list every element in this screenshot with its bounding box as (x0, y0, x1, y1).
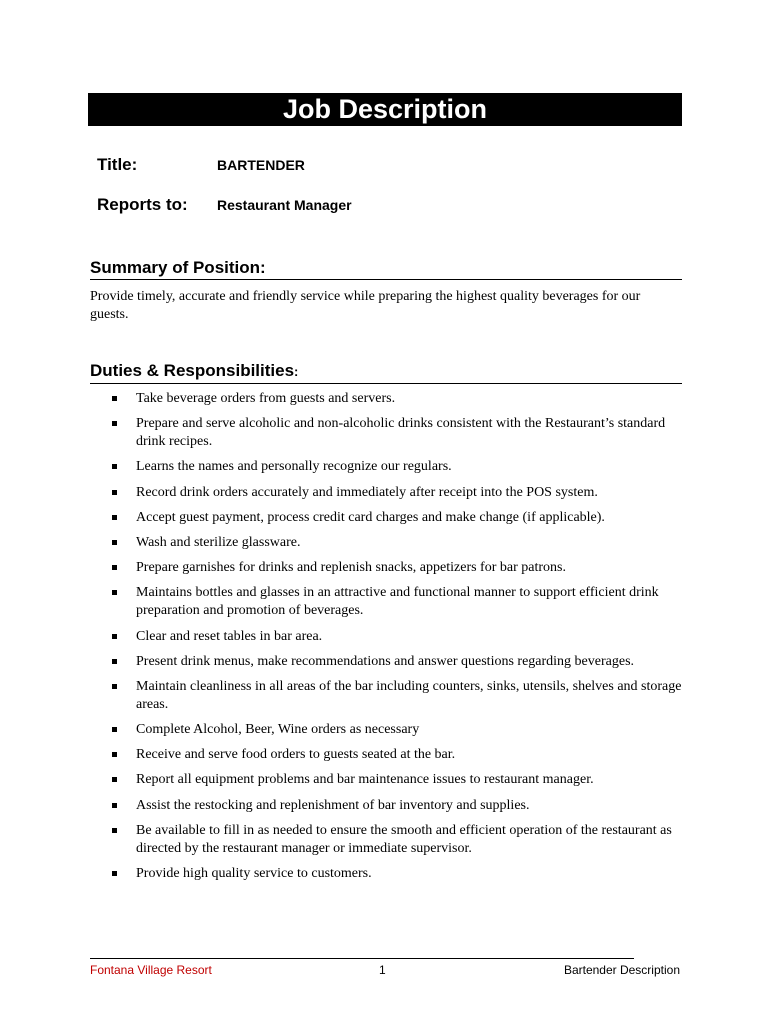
bullet-icon (112, 421, 117, 426)
duty-item (108, 653, 683, 671)
duty-item (108, 484, 683, 502)
bullet-icon (112, 777, 117, 782)
duty-text: Assist the restocking and replenishment of bar inventory and supplies. (136, 797, 530, 813)
bullet-icon (112, 727, 117, 732)
footer-document-name: Bartender Description (563, 963, 680, 977)
title-value: BARTENDER (217, 157, 305, 173)
duty-item (108, 390, 683, 408)
bullet-icon (112, 659, 117, 664)
footer-divider (90, 958, 634, 959)
duty-text: Accept guest payment, process credit card charges and make change (if applicable). (136, 509, 605, 525)
duty-item (108, 628, 683, 646)
duty-item (108, 584, 683, 620)
duty-text: Present drink menus, make recommendations and answer questions regarding beverages. (136, 653, 635, 669)
bullet-icon (112, 540, 117, 545)
bullet-icon (112, 396, 117, 401)
duty-text: Prepare and serve alcoholic and non-alcoholic drinks consistent with the Restaurant’s standard drink recipes. (136, 416, 666, 450)
duty-text: Take beverage orders from guests and servers. (136, 391, 396, 406)
footer-company: Fontana Village Resort (90, 963, 212, 977)
duty-item (108, 534, 683, 552)
duty-item (108, 509, 683, 527)
bullet-icon (112, 871, 117, 876)
bullet-icon (112, 684, 117, 689)
duty-text: Receive and serve food orders to guests seated at the bar. (136, 747, 456, 763)
duties-heading-text: Duties & Responsibilities (90, 361, 295, 380)
duty-item (108, 678, 683, 714)
duty-text: Prepare garnishes for drinks and replenish snacks, appetizers for bar patrons. (136, 560, 566, 576)
duty-text: Provide high quality service to customers. (136, 866, 372, 881)
duty-item (108, 865, 683, 883)
bullet-icon (112, 828, 117, 833)
duty-item (108, 559, 683, 577)
duty-text: Clear and reset tables in bar area. (136, 628, 323, 644)
duties-heading (90, 361, 682, 384)
duty-text: Maintain cleanliness in all areas of the bar including counters, sinks, utensils, shelves and storage areas. (136, 678, 682, 712)
duties-list (108, 390, 683, 890)
reports-to-value: Restaurant Manager (217, 197, 352, 213)
job-description-banner: Job Description (88, 93, 682, 126)
duty-text: Wash and sterilize glassware. (136, 534, 301, 550)
duty-item (108, 415, 683, 451)
duty-text: Record drink orders accurately and immediately after receipt into the POS system. (136, 484, 598, 500)
duty-item (108, 458, 683, 476)
duty-text: Report all equipment problems and bar maintenance issues to restaurant manager. (136, 772, 594, 788)
bullet-icon (112, 752, 117, 757)
summary-heading: Summary of Position: (90, 258, 682, 280)
bullet-icon (112, 565, 117, 570)
duty-text: Maintains bottles and glasses in an attractive and functional manner to support efficient drink preparation and promotion of beverages. (136, 585, 659, 619)
duty-item (108, 746, 683, 764)
duty-item (108, 771, 683, 789)
duty-text: Be available to fill in as needed to ensure the smooth and efficient operation of the restaurant as directed by the restaurant manager or immediate supervisor. (136, 822, 672, 856)
bullet-icon (112, 515, 117, 520)
bullet-icon (112, 464, 117, 469)
duty-item (108, 822, 683, 858)
bullet-icon (112, 490, 117, 495)
reports-to-label: Reports to: (97, 195, 188, 214)
duty-item (108, 721, 683, 739)
bullet-icon (112, 634, 117, 639)
title-label: Title: (97, 155, 138, 174)
duties-heading-colon: : (294, 364, 299, 379)
bullet-icon (112, 803, 117, 808)
summary-text: Provide timely, accurate and friendly service while preparing the highest quality beverages for our guests. (90, 289, 641, 322)
footer-page-number: 1 (379, 963, 386, 977)
duty-item (108, 797, 683, 815)
bullet-icon (112, 590, 117, 595)
duty-text: Complete Alcohol, Beer, Wine orders as necessary (136, 722, 420, 738)
duty-text: Learns the names and personally recognize our regulars. (136, 459, 452, 475)
